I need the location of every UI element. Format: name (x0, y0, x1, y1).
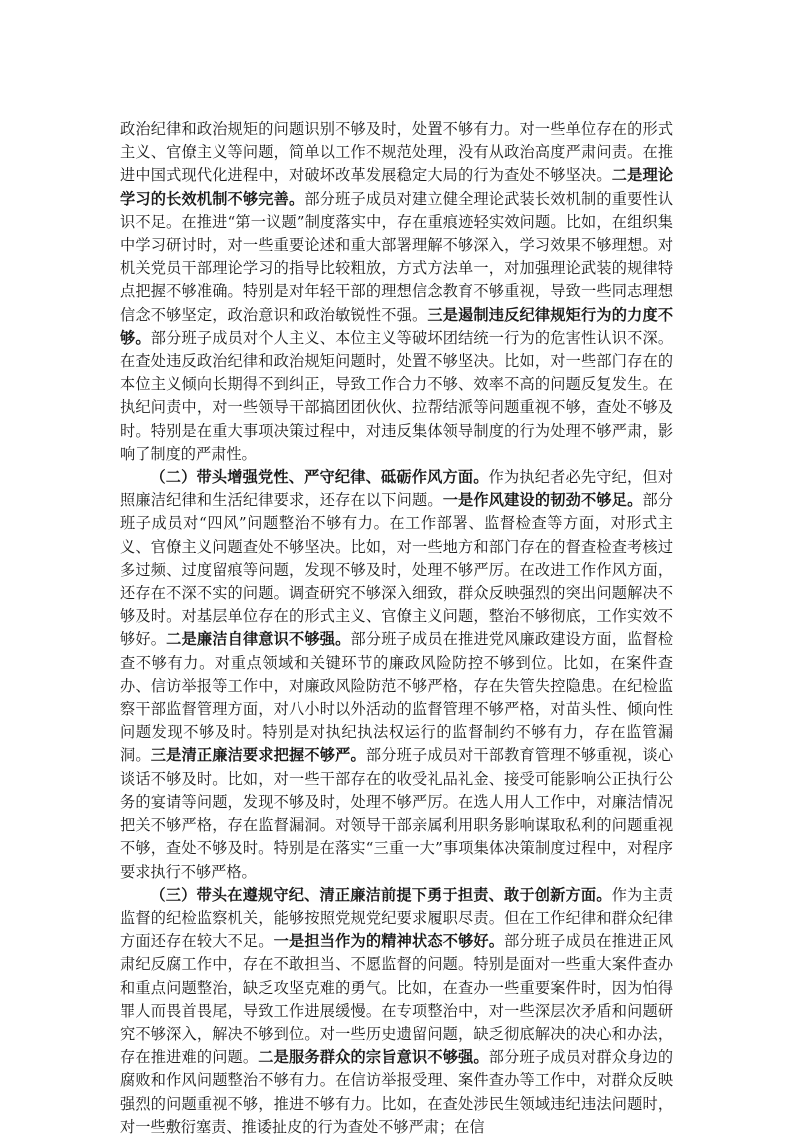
paragraph-1 (120, 118, 673, 466)
section-heading: （三）带头在遵规守纪、清正廉洁前提下勇于担责、敢于创新方面。 (150, 885, 612, 904)
bold-heading: 二是理论学习的长效机制不够完善。 (120, 166, 674, 208)
bold-heading: 二是服务群众的宗旨意识不够强。 (258, 1048, 489, 1067)
text-run: 部分班子成员在推进党风廉政建设方面，监督检查不够有力。对重点领域和关键环节的廉政风险防控不够到位。比如，在案件查办、信访举报等工作中，对廉政风险防范不够严格，存在失管失控隐患。在纪检监察干部监督管理方面，对八小时以外活动的监督管理不够严格，对苗头性、倾向性问题发现不够及时。特别是对执纪执法权运行的监督制约不够有力，存在监管漏洞。 (120, 630, 674, 765)
text-run: 部分班子成员对个人主义、本位主义等破坏团结统一行为的危害性认识不深。在查处违反政治纪律和政治规矩问题时，处置不够坚决。比如，对一些部门存在的本位主义倾向长期得不到纠正，导致工作合力不够、效率不高的问题反复发生。在执纪问责中，对一些领导干部搞团团伙伙、拉帮结派等问题重视不够，查处不够及时。特别是在重大事项决策过程中，对违反集体领导制度的行为处理不够严肃，影响了制度的严肃性。 (120, 328, 674, 463)
paragraph-3 (120, 884, 673, 1139)
paragraph-2 (120, 466, 673, 884)
section-heading: （二）带头增强党性、严守纪律、砥砺作风方面。 (150, 468, 489, 487)
text-run: 作为主责监督的纪检监察机关，能够按照党规党纪要求履职尽责。但在工作纪律和群众纪律方面还存在较大不足。 (120, 885, 674, 951)
text-run: 部分班子成员对建立健全理论武装长效机制的重要性认识不足。在推进“第一议题”制度落实中，存在重痕迹轻实效问题。比如，在组织集中学习研讨时，对一些重要论述和重大部署理解不够深入，学习效果不够理想。对机关党员干部理论学习的指导比较粗放，方式方法单一，对加强理论武装的规律特点把握不够准确。特别是对年轻干部的理想信念教育不够重视，导致一些同志理想信念不够坚定，政治意识和政治敏锐性不强。 (120, 189, 674, 324)
bold-heading: 二是廉洁自律意识不够强。 (166, 630, 351, 649)
text-run: 作为执纪者必先守纪，但对照廉洁纪律和生活纪律要求，还存在以下问题。 (120, 468, 674, 510)
text-run: 部分班子成员对干部教育管理不够重视，谈心谈话不够及时。比如，对一些干部存在的收受礼品礼金、接受可能影响公正执行公务的宴请等问题，发现不够及时，处理不够严厉。在选人用人工作中，对廉洁情况把关不够严格，存在监督漏洞。对领导干部亲属利用职务影响谋取私利的问题重视不够，查处不够及时。特别是在落实“三重一大”事项集体决策制度过程中，对程序要求执行不够严格。 (120, 746, 674, 881)
text-run: 政治纪律和政治规矩的问题识别不够及时，处置不够有力。对一些单位存在的形式主义、官僚主义等问题，简单以工作不规范处理，没有从政治高度严肃问责。在推进中国式现代化进程中，对破坏改革发展稳定大局的行为查处不够坚决。 (120, 120, 673, 185)
bold-heading: 一是担当作为的精神状态不够好。 (273, 932, 505, 951)
bold-heading: 一是作风建设的韧劲不够足。 (442, 491, 643, 510)
text-run: 部分班子成员对群众身边的腐败和作风问题整治不够有力。在信访举报受理、案件查办等工作中，对群众反映强烈的问题重视不够，推进不够有力。比如，在查处涉民生领域违纪违法问题时，对一些敷衍塞责、推诿扯皮的行为查处不够严肃；在信 (120, 1048, 674, 1136)
text-run: 部分班子成员在推进正风肃纪反腐工作中，存在不敢担当、不愿监督的问题。特别是面对一些重大案件查办和重点问题整治，缺乏攻坚克难的勇气。比如，在查办一些重要案件时，因为怕得罪人而畏首畏尾，导致工作进展缓慢。在专项整治中，对一些深层次矛盾和问题研究不够深入，解决不够到位。对一些历史遗留问题，缺乏彻底解决的决心和办法，存在推进难的问题。 (120, 932, 674, 1067)
bold-heading: 三是遏制违反纪律规矩行为的力度不够。 (120, 305, 674, 347)
bold-heading: 三是清正廉洁要求把握不够严。 (150, 746, 366, 765)
document-page (120, 118, 673, 1139)
text-run: 部分班子成员对“四风”问题整治不够有力。在工作部署、监督检查等方面，对形式主义、官僚主义问题查处不够坚决。比如，对一些地方和部门存在的督查检查考核过多过频、过度留痕等问题，发现不够及时，处理不够严厉。在改进工作作风方面，还存在不深不实的问题。调查研究不够深入细致，群众反映强烈的突出问题解决不够及时。对基层单位存在的形式主义、官僚主义问题，整治不够彻底，工作实效不够好。 (120, 491, 674, 649)
